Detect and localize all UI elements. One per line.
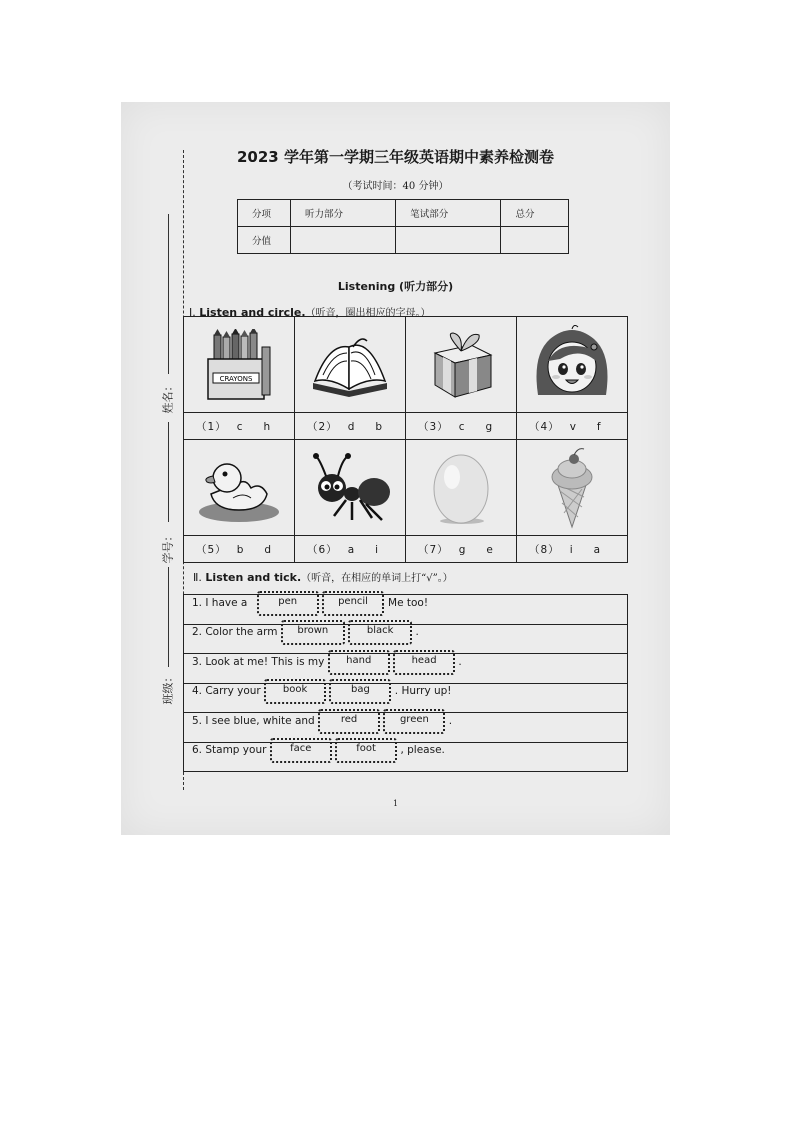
exam-duration: （考试时间：40 分钟） — [342, 181, 449, 192]
part2-instruction: （听音，在相应的单词上打“√”。） — [301, 573, 453, 584]
sentence-prefix: 5. I see blue, white and — [192, 714, 315, 727]
option-letter[interactable]: a — [593, 543, 602, 556]
word-choice-box[interactable]: red — [318, 709, 380, 734]
word-choice-box[interactable]: pen — [257, 591, 319, 616]
duck-icon — [197, 452, 281, 524]
option-letter[interactable]: d — [264, 543, 273, 556]
tick-row — [184, 713, 628, 743]
page-number: 1 — [392, 799, 399, 808]
option-letter[interactable]: v — [569, 420, 577, 433]
option-letter[interactable]: e — [486, 543, 494, 556]
score-cell: 总分 — [501, 200, 569, 227]
part1-instruction: （听音，圈出相应的字母。） — [305, 308, 431, 319]
option-cell[interactable] — [295, 536, 406, 563]
word-choice-box[interactable]: foot — [335, 738, 397, 763]
option-cell[interactable] — [517, 413, 628, 440]
listening-heading: Listening (听力部分) — [337, 280, 454, 293]
sentence-prefix: 3. Look at me! This is my — [192, 655, 325, 668]
option-letter[interactable]: d — [347, 420, 356, 433]
item-number: （3） — [418, 420, 449, 433]
part2-heading: Listen and tick. — [205, 571, 302, 584]
ant-icon — [306, 450, 394, 526]
score-cell: 分项 — [238, 200, 291, 227]
listen-tick-table — [183, 594, 628, 772]
score-table — [237, 199, 569, 254]
student-no-label: 学号： — [161, 530, 175, 564]
picture-cell — [517, 440, 628, 536]
part2-title — [193, 569, 453, 584]
tick-row — [184, 654, 628, 684]
score-cell: 分值 — [238, 227, 291, 254]
girl-icon — [530, 325, 614, 405]
item-number: （8） — [529, 543, 560, 556]
sentence-prefix: 2. Color the arm — [192, 626, 278, 639]
book-icon — [309, 333, 391, 397]
word-choice-box[interactable]: head — [393, 650, 455, 675]
option-cell[interactable] — [184, 536, 295, 563]
crayons-icon — [204, 329, 274, 401]
sentence-suffix: . — [458, 655, 462, 668]
exam-paper — [121, 102, 670, 835]
page-title: 2023 学年第一学期三年级英语期中素养检测卷 — [237, 148, 554, 166]
svg-text:CRAYONS: CRAYONS — [219, 374, 253, 383]
word-choice-box[interactable]: green — [383, 709, 445, 734]
word-choice-box[interactable]: hand — [328, 650, 390, 675]
item-number: （5） — [196, 543, 227, 556]
item-number: （1） — [196, 420, 227, 433]
option-letter[interactable]: i — [569, 543, 574, 556]
part2-number: Ⅱ. — [193, 571, 202, 584]
picture-cell — [295, 440, 406, 536]
option-letter[interactable]: c — [236, 420, 244, 433]
word-choice-box[interactable]: bag — [329, 679, 391, 704]
picture-cell — [406, 317, 517, 413]
sentence-prefix: 4. Carry your — [192, 685, 261, 698]
ice-cream-icon — [542, 447, 602, 529]
student-no-underline — [168, 422, 169, 522]
picture-cell — [517, 317, 628, 413]
option-cell[interactable] — [295, 413, 406, 440]
word-choice-box[interactable]: book — [264, 679, 326, 704]
option-cell[interactable] — [406, 536, 517, 563]
sentence-suffix: , please. — [400, 744, 445, 757]
gift-icon — [425, 331, 497, 399]
option-cell[interactable] — [184, 413, 295, 440]
word-choice-box[interactable]: pencil — [322, 591, 384, 616]
class-label: 班级： — [161, 671, 175, 705]
option-letter[interactable]: b — [236, 543, 245, 556]
part1-number: Ⅰ. — [189, 306, 196, 319]
picture-cell — [406, 440, 517, 536]
class-underline — [168, 567, 169, 667]
score-input-cell[interactable] — [501, 227, 569, 254]
option-letter[interactable]: f — [596, 420, 602, 433]
item-number: （2） — [307, 420, 338, 433]
sentence-prefix: 1. I have a — [192, 596, 248, 609]
part1-heading: Listen and circle. — [199, 306, 306, 319]
option-letter[interactable]: g — [458, 543, 467, 556]
score-input-cell[interactable] — [396, 227, 501, 254]
score-cell: 笔试部分 — [396, 200, 501, 227]
option-letter[interactable]: h — [263, 420, 272, 433]
picture-cell — [184, 440, 295, 536]
score-table-value-row — [238, 227, 569, 254]
option-letter[interactable]: a — [347, 543, 356, 556]
option-letter[interactable]: g — [485, 420, 494, 433]
picture-cell — [184, 317, 295, 413]
sentence-suffix: . — [415, 626, 419, 639]
item-number: （4） — [529, 420, 560, 433]
egg-icon — [426, 449, 496, 527]
tick-row — [184, 742, 628, 772]
option-cell[interactable] — [517, 536, 628, 563]
sentence-suffix: . — [448, 714, 453, 727]
listen-circle-grid — [183, 316, 628, 563]
option-cell[interactable] — [406, 413, 517, 440]
sentence-prefix: 6. Stamp your — [192, 744, 267, 757]
item-number: （6） — [307, 543, 338, 556]
score-cell: 听力部分 — [291, 200, 396, 227]
option-letter[interactable]: b — [375, 420, 384, 433]
picture-cell — [295, 317, 406, 413]
word-choice-box[interactable]: brown — [281, 620, 345, 645]
name-label: 姓名： — [161, 380, 175, 414]
word-choice-box[interactable]: black — [348, 620, 412, 645]
name-underline — [168, 214, 169, 374]
item-number: （7） — [418, 543, 449, 556]
option-letter[interactable]: i — [375, 543, 380, 556]
option-letter[interactable]: c — [458, 420, 466, 433]
sentence-suffix: . Hurry up! — [394, 685, 452, 698]
score-input-cell[interactable] — [291, 227, 396, 254]
score-table-header-row — [238, 200, 569, 227]
sentence-suffix: . Me too! — [381, 596, 429, 609]
word-choice-box[interactable]: face — [270, 738, 332, 763]
